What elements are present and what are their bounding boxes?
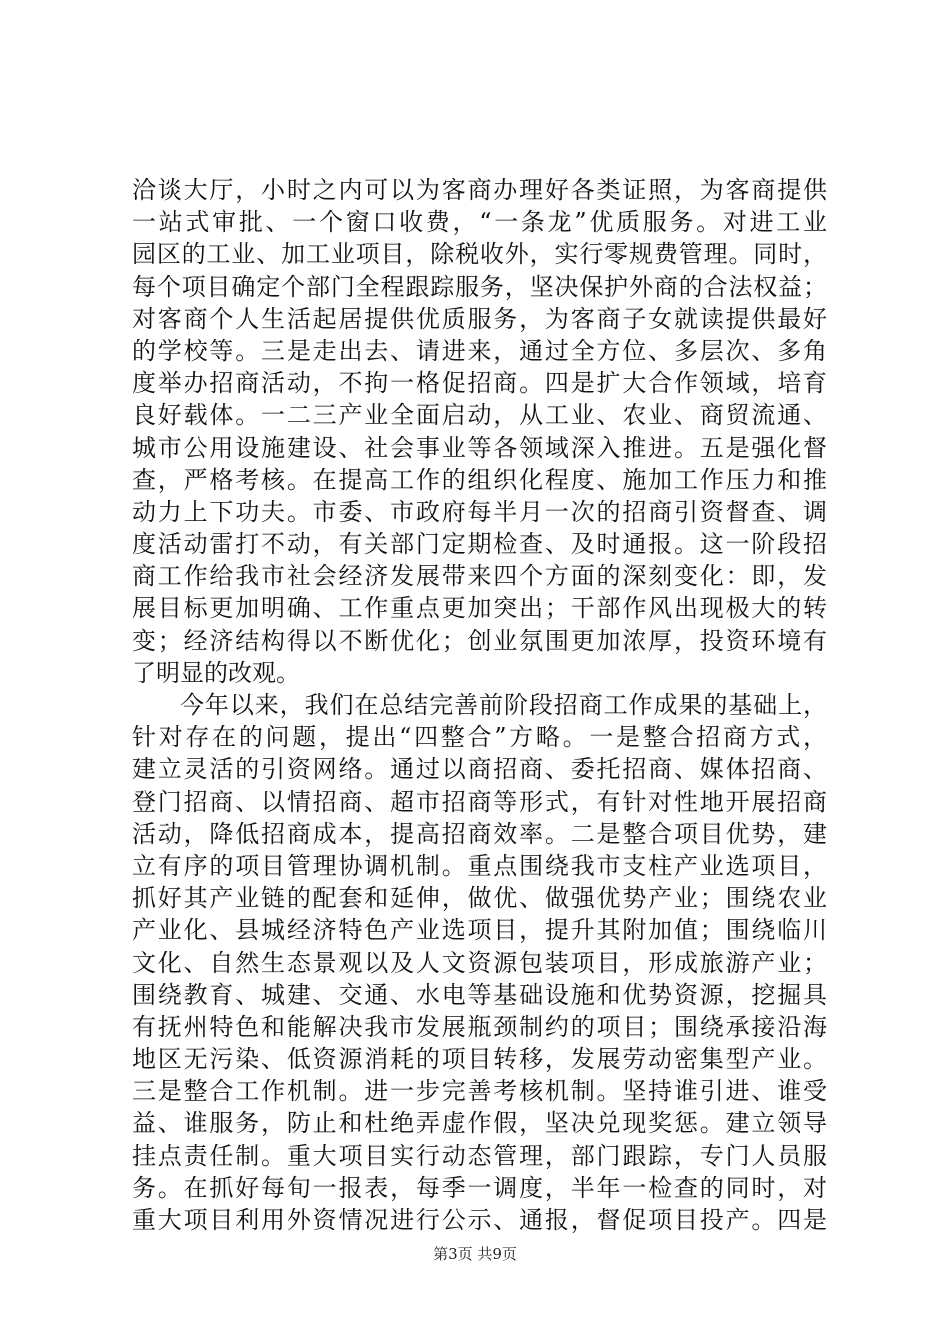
text-line: 展目标更加明确、工作重点更加突出；干部作风出现极大的转 xyxy=(132,594,827,623)
body-text xyxy=(132,174,827,1236)
text-line: 一站式审批、一个窗口收费，“一条龙”优质服务。对进工业 xyxy=(132,208,827,237)
text-line: 度活动雷打不动，有关部门定期检查、及时通报。这一阶段招 xyxy=(132,530,827,559)
text-line: 活动，降低招商成本，提高招商效率。二是整合项目优势，建 xyxy=(132,819,827,848)
text-line: 查，严格考核。在提高工作的组织化程度、施加工作压力和推 xyxy=(132,465,827,494)
paragraph-1 xyxy=(132,174,827,689)
text-line: 每个项目确定个部门全程跟踪服务，坚决保护外商的合法权益； xyxy=(132,272,827,301)
text-line: 良好载体。一二三产业全面启动，从工业、农业、商贸流通、 xyxy=(132,401,827,430)
paragraph-2 xyxy=(132,689,827,1236)
text-line: 重大项目利用外资情况进行公示、通报，督促项目投产。四是 xyxy=(132,1206,827,1234)
text-line: 务。在抓好每旬一报表，每季一调度，半年一检查的同时，对 xyxy=(132,1173,827,1202)
text-line: 今年以来，我们在总结完善前阶段招商工作成果的基础上， xyxy=(180,691,827,719)
text-line: 地区无污染、低资源消耗的项目转移，发展劳动密集型产业。 xyxy=(132,1045,827,1074)
text-line: 园区的工业、加工业项目，除税收外，实行零规费管理。同时， xyxy=(132,240,827,269)
text-line: 洽谈大厅，小时之内可以为客商办理好各类证照，为客商提供 xyxy=(132,176,827,204)
text-line: 登门招商、以情招商、超市招商等形式，有针对性地开展招商 xyxy=(132,787,827,816)
text-line: 城市公用设施建设、社会事业等各领域深入推进。五是强化督 xyxy=(132,433,827,462)
text-line: 立有序的项目管理协调机制。重点围绕我市支柱产业选项目， xyxy=(132,851,827,880)
text-line: 商工作给我市社会经济发展带来四个方面的深刻变化：即，发 xyxy=(132,562,827,591)
text-line: 挂点责任制。重大项目实行动态管理，部门跟踪，专门人员服 xyxy=(132,1141,827,1170)
text-line: 三是整合工作机制。进一步完善考核机制。坚持谁引进、谁受 xyxy=(132,1077,827,1106)
text-line: 抓好其产业链的配套和延伸，做优、做强优势产业；围绕农业 xyxy=(132,884,827,913)
text-line: 动力上下功夫。市委、市政府每半月一次的招商引资督查、调 xyxy=(132,497,827,526)
text-line: 变；经济结构得以不断优化；创业氛围更加浓厚，投资环境有 xyxy=(132,626,827,655)
text-line: 产业化、县城经济特色产业选项目，提升其附加值；围绕临川 xyxy=(132,916,827,945)
text-line: 围绕教育、城建、交通、水电等基础设施和优势资源，挖掘具 xyxy=(132,980,827,1009)
text-line: 度举办招商活动，不拘一格促招商。四是扩大合作领域，培育 xyxy=(132,369,827,398)
text-line: 针对存在的问题，提出“四整合”方略。一是整合招商方式， xyxy=(132,723,827,752)
text-line: 有抚州特色和能解决我市发展瓶颈制约的项目；围绕承接沿海 xyxy=(132,1012,827,1041)
text-line: 的学校等。三是走出去、请进来，通过全方位、多层次、多角 xyxy=(132,336,827,365)
text-line: 对客商个人生活起居提供优质服务，为客商子女就读提供最好 xyxy=(132,304,827,333)
page-number-footer: 第3页 共9页 xyxy=(433,1245,517,1263)
text-line: 文化、自然生态景观以及人文资源包装项目，形成旅游产业； xyxy=(132,948,827,977)
text-line: 益、谁服务，防止和杜绝弄虚作假，坚决兑现奖惩。建立领导 xyxy=(132,1109,827,1138)
text-line: 建立灵活的引资网络。通过以商招商、委托招商、媒体招商、 xyxy=(132,755,827,784)
text-line: 了明显的改观。 xyxy=(132,658,300,687)
